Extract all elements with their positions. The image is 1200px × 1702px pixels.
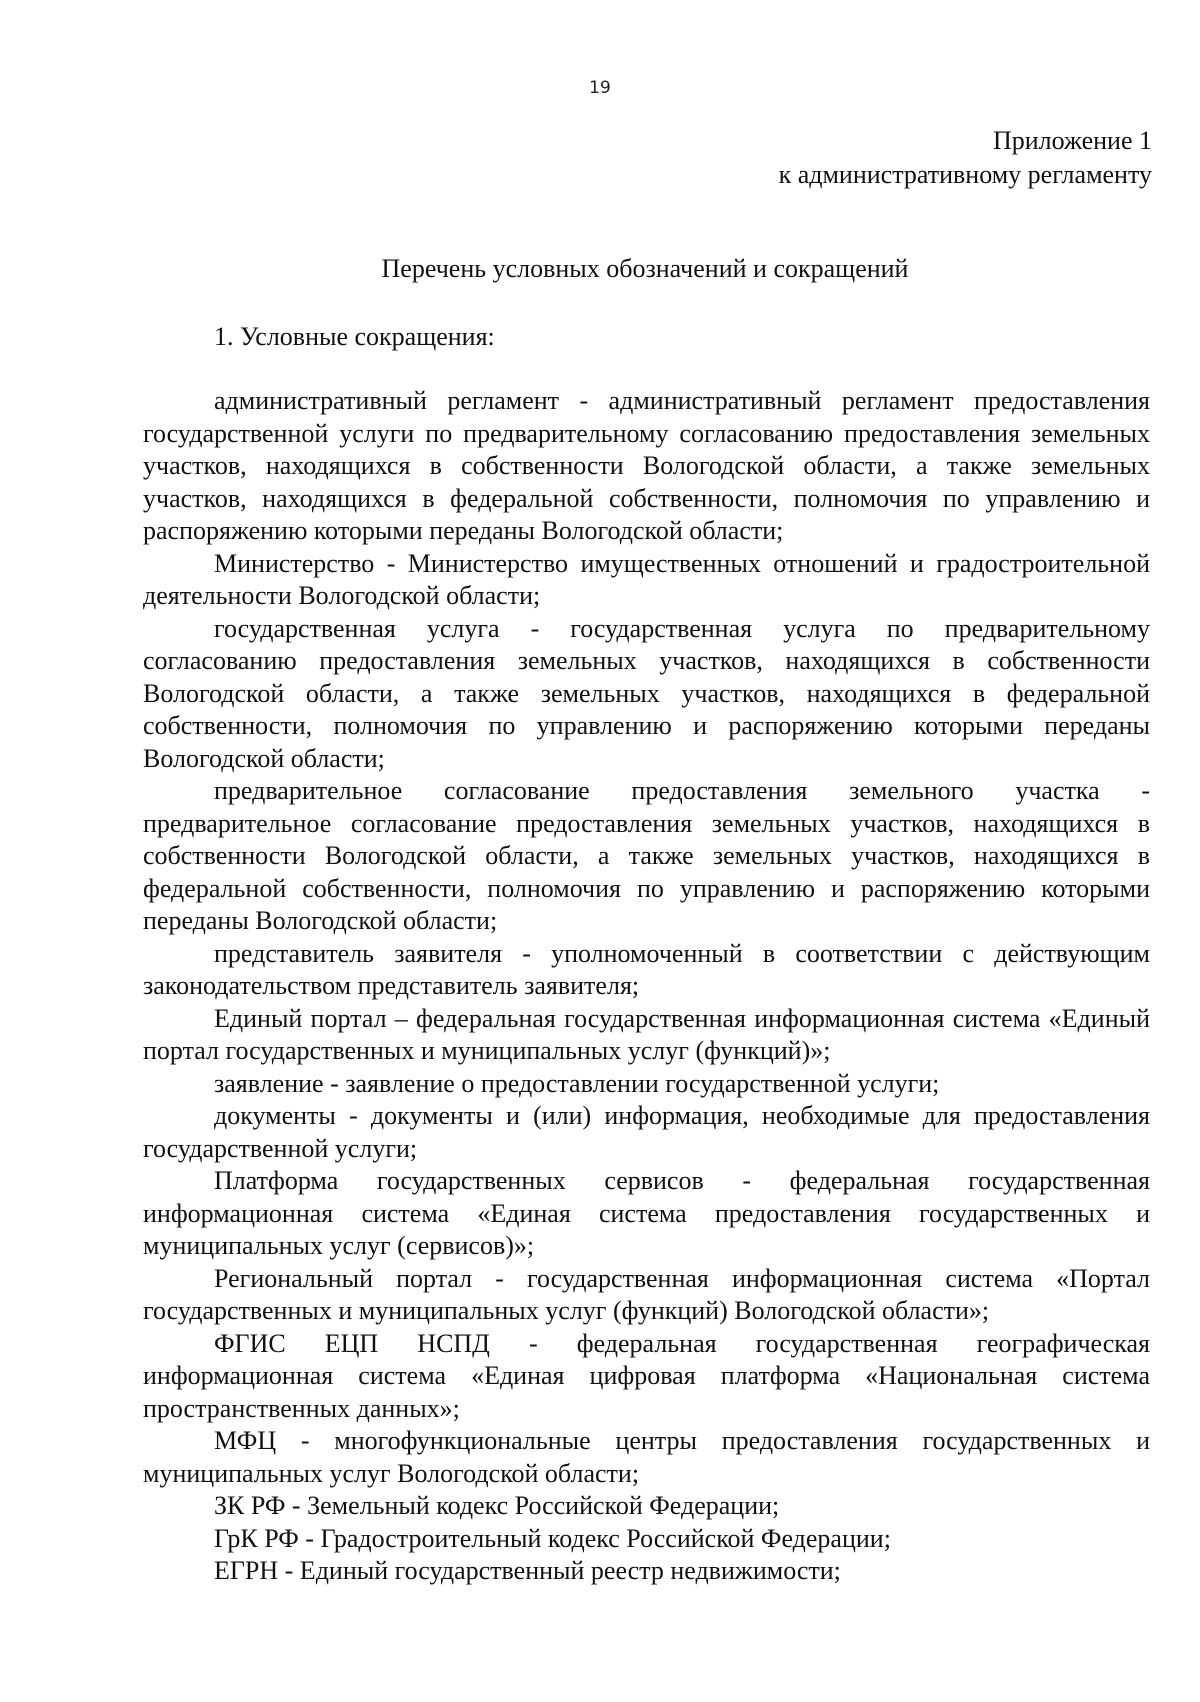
paragraph-fgis: ФГИС ЕЦП НСПД - федеральная государственная географическая информационная система «Единая цифровая платформа «Национальная система пространственных данных»;	[143, 1328, 1150, 1423]
paragraph-application: заявление - заявление о предоставлении государственной услуги;	[214, 1068, 940, 1098]
paragraph-state-service: государственная услуга - государственная услуга по предварительному согласованию предоставления земельных участков, находящихся в собственности Вологодской области, а также земельных участков, находящихся в федеральной собственности, полномочия по управлению и распоряжению которыми переданы Вологодской области;	[143, 613, 1150, 773]
section-heading: 1. Условные сокращения:	[214, 322, 495, 351]
appendix-line-1: Приложение 1	[992, 126, 1152, 155]
paragraph-unified-portal: Единый портал – федеральная государственная информационная система «Единый портал государственных и муниципальных услуг (функций)»;	[143, 1003, 1150, 1065]
paragraph-admin-regulation: административный регламент - административный регламент предоставления государственной услуги по предварительному согласованию предоставления земельных участков, находящихся в собственности Вологодской области, а также земельных участков, находящихся в федеральной собственности, полномочия по управлению и распоряжению которыми переданы Вологодской области;	[143, 386, 1150, 545]
paragraph-documents: документы - документы и (или) информация, необходимые для предоставления государственной услуги;	[143, 1101, 1150, 1163]
paragraph-services-platform: Платформа государственных сервисов - федеральная государственная информационная система «Единая система предоставления государственных и муниципальных услуг (сервисов)»;	[143, 1166, 1150, 1260]
appendix-header	[452, 124, 1152, 192]
paragraph-ministry: Министерство - Министерство имущественных отношений и градостроительной деятельности Вологодской области;	[143, 548, 1150, 610]
paragraph-land-code: ЗК РФ - Земельный кодекс Российской Федерации;	[214, 1491, 780, 1520]
paragraph-mfc: МФЦ - многофункциональные центры предоставления государственных и муниципальных услуг Вологодской области;	[143, 1426, 1150, 1488]
abbreviations-list	[143, 385, 1150, 1588]
paragraph-egrn: ЕГРН - Единый государственный реестр недвижимости;	[214, 1556, 841, 1585]
document-title: Перечень условных обозначений и сокращений	[381, 254, 909, 283]
paragraph-urban-code: ГрК РФ - Градостроительный кодекс Российской Федерации;	[214, 1523, 891, 1553]
paragraph-applicant-representative: представитель заявителя - уполномоченный в соответствии с действующим законодательством представитель заявителя;	[143, 938, 1150, 1000]
paragraph-preliminary-approval: предварительное согласование предоставления земельного участка - предварительное согласование предоставления земельных участков, находящихся в собственности Вологодской области, а также земельных участков, находящихся в федеральной собственности, полномочия по управлению и распоряжению которыми переданы Вологодской области;	[143, 776, 1150, 935]
appendix-line-2: к административному регламенту	[778, 160, 1152, 189]
paragraph-regional-portal: Региональный портал - государственная информационная система «Портал государственных и муниципальных услуг (функций) Вологодской области»;	[143, 1263, 1150, 1325]
page-number: 19	[589, 78, 611, 98]
